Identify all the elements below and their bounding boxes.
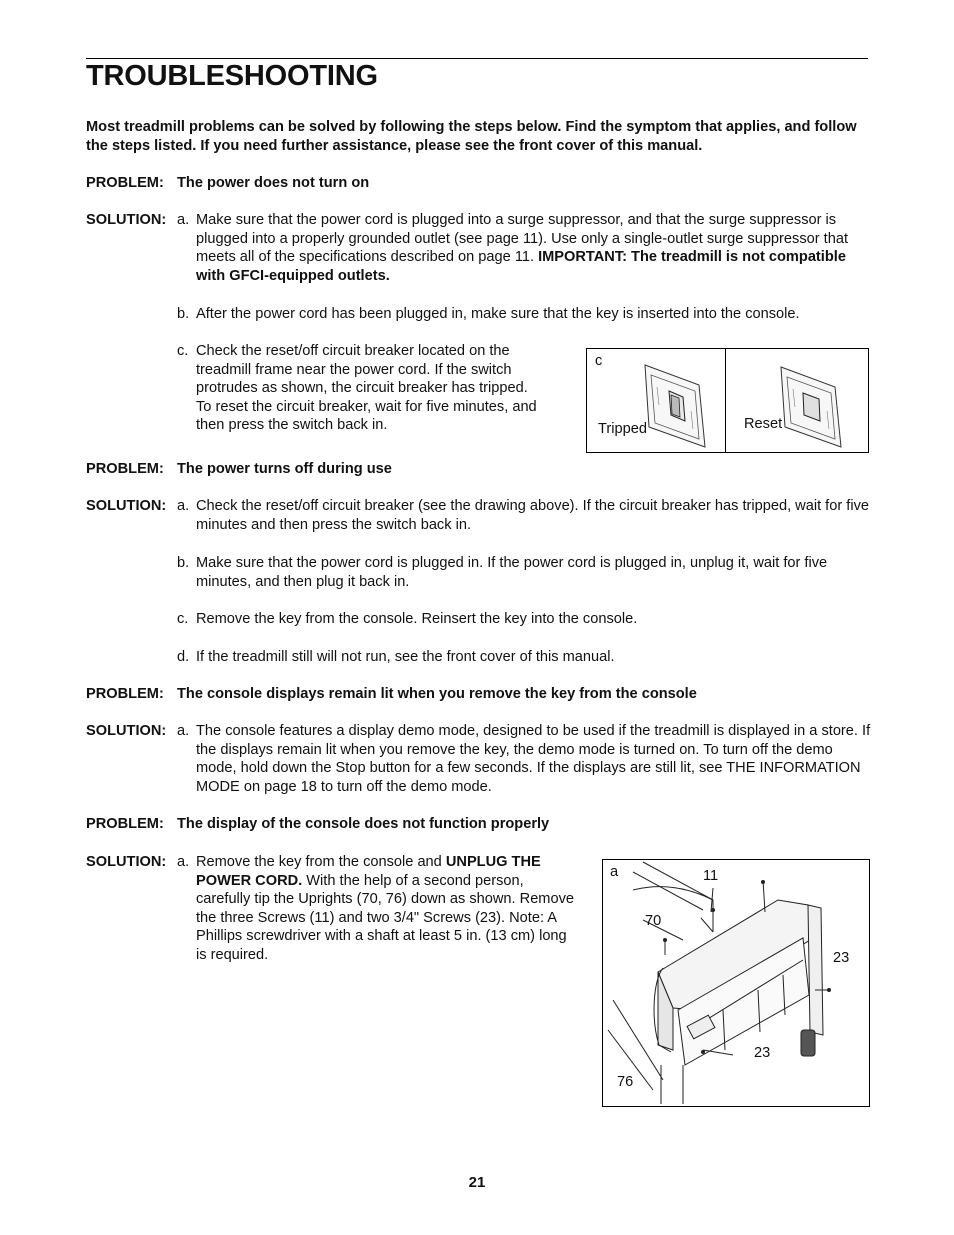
problem-2-label: PROBLEM: [86,461,164,477]
page-title: TROUBLESHOOTING [86,60,378,92]
p1-step-c: Check the reset/off circuit breaker located on the treadmill frame near the power cord. If the switch protrudes as shown, the circuit breaker has tripped. To reset the circuit breaker, wait for five minutes, and then press the switch back in. [196,343,537,434]
p2-step-d: If the treadmill still will not run, see the front cover of this manual. [196,649,615,665]
callout-70: 70 [645,913,662,929]
step-letter: a. [177,854,190,870]
solution-3-label: SOLUTION: [86,723,167,739]
step-letter: d. [177,649,190,665]
step-letter: c. [177,611,189,627]
p2-step-a: Check the reset/off circuit breaker (see the drawing above). If the circuit breaker has tripped, wait for five minutes and then press the switch back in. [196,498,869,533]
page-number: 21 [468,1174,486,1191]
figure-letter: c [595,353,603,369]
problem-3-label: PROBLEM: [86,686,164,702]
treadmill-upright-illustration [603,860,869,1106]
solution-2-label: SOLUTION: [86,498,167,514]
problem-3-title: The console displays remain lit when you remove the key from the console [177,686,697,702]
callout-23-bottom: 23 [754,1045,771,1061]
problem-1-label: PROBLEM: [86,175,164,191]
step-letter: a. [177,498,190,514]
reset-caption: Reset [744,416,783,432]
step-letter: b. [177,306,190,322]
step-letter: c. [177,343,189,359]
p4-step-a: Remove the key from the console and UNPLUG THE POWER CORD. With the help of a second person, carefully tip the Uprights (70, 76) down as shown. Remove the three Screws (11) and two 3/4" Screws (23). Note: A Phillips screwdriver with a shaft at least 5 in. (13 cm) long is required. [196,854,574,963]
problem-1-title: The power does not turn on [177,175,370,191]
problem-2-title: The power turns off during use [177,461,392,477]
step-letter: a. [177,212,190,228]
p1-step-b: After the power cord has been plugged in, make sure that the key is inserted into the console. [196,306,800,322]
step-letter: b. [177,555,190,571]
problem-4-label: PROBLEM: [86,816,164,832]
solution-1-label: SOLUTION: [86,212,167,228]
solution-4-label: SOLUTION: [86,854,167,870]
p2-step-c: Remove the key from the console. Reinsert the key into the console. [196,611,638,627]
reset-breaker-illustration [773,363,863,449]
tripped-breaker-illustration [637,361,727,451]
callout-76: 76 [617,1074,634,1090]
p2-step-b: Make sure that the power cord is plugged in. If the power cord is plugged in, unplug it, wait for five minutes, and then plug it back in. [196,555,828,590]
tripped-caption: Tripped [598,421,647,437]
p3-step-a: The console features a display demo mode, designed to be used if the treadmill is displayed in a store. If the displays remain lit when you remove the key, the demo mode is turned on. To turn off the demo mode, hold down the Stop button for a few seconds. If the displays are still lit, see THE INFORMATION MODE on page 18 to turn off the demo mode. [196,723,871,795]
problem-4-title: The display of the console does not function properly [177,816,550,832]
circuit-breaker-figure [586,348,869,453]
p1-step-a: Make sure that the power cord is plugged into a surge suppressor, and that the surge suppressor is plugged into a properly grounded outlet (see page 11). Use only a single-outlet surge suppressor that meets all of the specifications described on page 11. IMPORTANT: The treadmill is not compatible with GFCI-equipped outlets. [196,212,848,284]
top-rule [86,58,868,59]
step-letter: a. [177,723,190,739]
callout-11: 11 [703,868,719,884]
figure-letter: a [610,864,619,880]
intro-paragraph: Most treadmill problems can be solved by following the steps below. Find the symptom that applies, and follow the steps listed. If you need further assistance, please see the front cover of this manual. [86,119,857,154]
upright-figure [602,859,870,1107]
callout-23-top: 23 [833,950,850,966]
